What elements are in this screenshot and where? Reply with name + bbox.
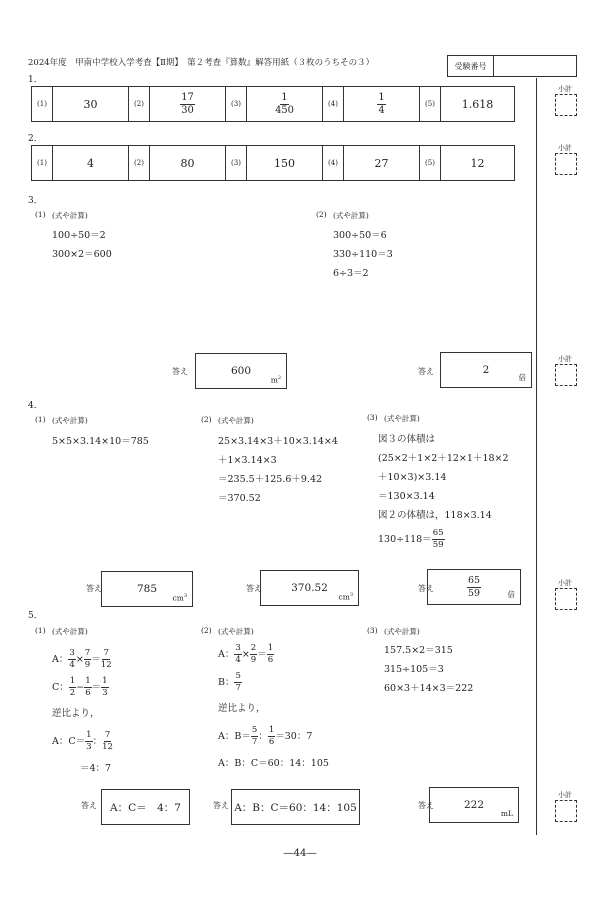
work-line: 逆比より， [52, 708, 100, 719]
work-line: 6÷3＝2 [333, 268, 369, 279]
work-line: ＝130×3.14 [378, 491, 435, 502]
answer-value [467, 576, 481, 598]
denominator: 12 [102, 741, 113, 752]
s5-q1-label: (1) [35, 626, 46, 635]
expression: B： [218, 676, 235, 688]
work-line: 図２の体積は，118×3.14 [378, 510, 492, 521]
unit-text: cm [338, 592, 350, 601]
work-line [52, 645, 113, 673]
s1-q5-answer: 1.618 [461, 97, 494, 111]
subtotal-box-3[interactable] [555, 364, 577, 386]
work-line: 300×2＝600 [52, 249, 112, 260]
expression: 130÷118＝ [378, 533, 432, 545]
subtotal-label: 小計 [558, 85, 572, 93]
denominator: 9 [250, 654, 257, 665]
numerator: 7 [104, 729, 111, 740]
answer-label: 答え [86, 584, 102, 593]
page-number: ―44― [283, 848, 317, 859]
expression: A：B＝ [218, 730, 251, 742]
expression: A：C＝ [52, 735, 86, 747]
work-line [52, 673, 113, 701]
operator: ＝ [257, 648, 267, 660]
work-line [218, 640, 329, 668]
work-line: ＝235.5＋125.6＋9.42 [218, 474, 323, 485]
section-2-answer-row [31, 145, 515, 181]
s1-q3-label: (3) [226, 87, 247, 121]
work-line: ＋1×3.14×3 [218, 455, 277, 466]
s5-q1-answer-box [101, 789, 190, 825]
unit-exponent: 2 [277, 374, 281, 381]
denominator: 450 [275, 104, 294, 116]
s1-q4-answer [344, 87, 420, 121]
work-line: 図３の体積は [378, 434, 436, 445]
s4-q3-label: (3) [367, 413, 378, 422]
answer-value: A：B：C＝60：14：105 [234, 801, 357, 814]
denominator: 6 [85, 687, 91, 698]
s2-q4-answer: 27 [344, 146, 420, 180]
unit-exponent: 3 [349, 591, 353, 598]
operator: ＝ [91, 681, 102, 693]
subtotal-box-4[interactable] [555, 588, 577, 610]
s2-q1-label: (1) [32, 146, 53, 180]
subtotal-label: 小計 [558, 355, 572, 363]
subtotal-label: 小計 [558, 144, 572, 152]
s5-q3-label: (3) [367, 626, 378, 635]
subtotal-box-5[interactable] [555, 800, 577, 822]
exam-number-field[interactable] [494, 56, 576, 76]
s4-q3-heading: (式や計算) [384, 414, 420, 423]
work-line: 315÷105＝3 [384, 664, 444, 675]
denominator: 6 [267, 654, 274, 665]
numerator: 1 [102, 675, 108, 686]
answer-unit: 倍 [507, 590, 515, 599]
s3-q1-answer-box [195, 353, 287, 389]
operator: ＝ [91, 653, 101, 665]
denominator: 6 [268, 736, 275, 747]
numerator: 17 [181, 91, 194, 103]
work-line: ＝370.52 [218, 493, 261, 504]
subtotal-label: 小計 [558, 791, 572, 799]
numerator: 65 [432, 527, 444, 538]
s4-q2-work [218, 432, 338, 508]
work-line: 60×3＋14×3＝222 [384, 683, 474, 694]
answer-unit: mL [500, 809, 513, 818]
work-line: 157.5×2＝315 [384, 645, 453, 656]
s4-q2-heading: (式や計算) [218, 416, 254, 425]
numerator: 2 [250, 642, 257, 653]
unit-exponent: 3 [183, 592, 187, 599]
operator: × [241, 648, 250, 660]
expression: C： [52, 681, 69, 693]
unit-text: m [270, 375, 278, 384]
work-line: 300÷50＝6 [333, 230, 387, 241]
answer-label: 答え [246, 584, 262, 593]
numerator: 1 [268, 724, 275, 735]
s2-q3-label: (3) [226, 146, 247, 180]
work-line [218, 668, 329, 696]
s2-q5-label: (5) [420, 146, 441, 180]
numerator: 1 [378, 91, 385, 103]
denominator: 9 [84, 659, 91, 670]
denominator: 3 [102, 687, 108, 698]
s1-q5-label: (5) [420, 87, 441, 121]
s2-q2-answer: 80 [150, 146, 226, 180]
s5-q1-heading: (式や計算) [52, 627, 88, 636]
s3-q2-answer-box [440, 352, 532, 388]
page-header-title: 2024年度 甲南中学校入学考査【Ⅱ期】 第２考査『算数』解答用紙（３枚のうちその３） [28, 58, 375, 68]
numerator: 1 [85, 675, 91, 686]
denominator: 3 [86, 741, 92, 752]
denominator: 12 [100, 659, 112, 670]
answer-unit [339, 592, 354, 602]
numerator: 5 [251, 724, 258, 735]
margin-divider [536, 78, 537, 835]
numerator: 1 [86, 729, 92, 740]
numerator: 3 [235, 642, 241, 653]
numerator: 3 [69, 647, 75, 658]
section-2-number: 2． [28, 134, 43, 144]
answer-value: 600 [230, 365, 252, 377]
answer-value: 785 [136, 583, 158, 595]
denominator: 59 [432, 539, 444, 550]
s4-q3-work [378, 430, 509, 553]
denominator: 7 [251, 736, 258, 747]
work-line: 25×3.14×3＋10×3.14×4 [218, 436, 338, 447]
numerator: 65 [467, 575, 480, 587]
answer-unit [173, 593, 188, 603]
work-line [218, 721, 329, 751]
work-line: ＋10×3)×3.14 [378, 472, 447, 483]
numerator: 1 [267, 642, 274, 653]
s4-q1-work [52, 432, 149, 451]
operator: ： [92, 735, 103, 747]
answer-value: 370.52 [291, 582, 328, 594]
section-1-answer-row [31, 86, 515, 122]
expression: A： [52, 653, 69, 665]
answer-label: 答え [418, 584, 434, 593]
s4-q1-answer-box [101, 571, 193, 607]
s5-q3-answer-box [429, 787, 519, 823]
exam-number-label: 受験番号 [448, 56, 494, 76]
numerator: 5 [235, 670, 241, 681]
numerator: 1 [69, 675, 76, 686]
work-line: (25×2＋1×2＋12×1＋18×2 [378, 453, 509, 464]
work-line [52, 726, 113, 756]
s1-q1-answer: 30 [53, 87, 129, 121]
exam-number-box [447, 55, 577, 77]
work-line: 5×5×3.14×10＝785 [52, 436, 149, 447]
s3-q1-work [52, 226, 112, 264]
s3-q1-heading: (式や計算) [52, 211, 88, 220]
s5-q2-label: (2) [201, 626, 212, 635]
answer-label: 答え [418, 367, 434, 376]
s2-q3-answer: 150 [247, 146, 323, 180]
s2-q4-label: (4) [323, 146, 344, 180]
unit-text: cm [172, 593, 184, 602]
subtotal-label: 小計 [558, 579, 572, 587]
section-3-number: 3． [28, 196, 43, 206]
s1-q4-label: (4) [323, 87, 344, 121]
operator: − [76, 681, 85, 693]
answer-label: 答え [172, 367, 188, 376]
numerator: 7 [84, 647, 91, 658]
work-line [378, 525, 509, 553]
section-1-number: 1． [28, 75, 43, 85]
s2-q2-label: (2) [129, 146, 150, 180]
s5-q2-work [218, 640, 329, 776]
denominator: 4 [378, 104, 385, 116]
work-line: 330÷110＝3 [333, 249, 393, 260]
work-line: A：B：C＝60：14：105 [218, 758, 329, 769]
numerator: 1 [281, 91, 288, 103]
work-line: 100÷50＝2 [52, 230, 106, 241]
answer-unit: 倍 [518, 373, 526, 382]
s1-q1-label: (1) [32, 87, 53, 121]
s4-q2-label: (2) [201, 415, 212, 424]
s2-q5-answer: 12 [470, 156, 485, 170]
operator: × [75, 653, 84, 665]
answer-value: A：C＝ 4：7 [110, 801, 181, 814]
s4-q3-answer-box [427, 569, 521, 605]
s4-q1-heading: (式や計算) [52, 416, 88, 425]
denominator: 4 [235, 654, 241, 665]
work-line: 逆比より， [218, 703, 266, 714]
s5-q3-heading: (式や計算) [384, 627, 420, 636]
s5-q1-work [52, 645, 113, 781]
subtotal-box-2[interactable] [555, 153, 577, 175]
expression: A： [218, 648, 235, 660]
answer-value: 222 [463, 799, 485, 811]
denominator: 30 [181, 104, 194, 116]
subtotal-box-1[interactable] [555, 94, 577, 116]
expression: ＝30：7 [275, 730, 313, 742]
s1-q3-answer [247, 87, 323, 121]
s5-q2-heading: (式や計算) [218, 627, 254, 636]
s3-q1-label: (1) [35, 210, 46, 219]
s5-q3-work [384, 641, 473, 698]
s3-q2-heading: (式や計算) [333, 211, 369, 220]
s1-q2-answer [150, 87, 226, 121]
numerator: 7 [103, 647, 109, 658]
answer-unit [271, 375, 281, 385]
answer-value: 2 [482, 364, 490, 376]
denominator: 2 [69, 687, 76, 698]
operator: ： [258, 730, 268, 742]
s3-q2-work [333, 226, 393, 283]
denominator: 59 [467, 587, 480, 599]
denominator: 4 [69, 659, 75, 670]
s4-q2-answer-box [260, 570, 359, 606]
s3-q2-label: (2) [316, 210, 327, 219]
answer-label: 答え [418, 801, 434, 810]
work-line: ＝4：7 [80, 763, 112, 774]
answer-label: 答え [81, 801, 97, 810]
denominator: 7 [235, 682, 241, 693]
answer-label: 答え [213, 801, 229, 810]
s2-q1-answer: 4 [53, 146, 129, 180]
section-4-number: 4． [28, 401, 43, 411]
s5-q2-answer-box [231, 789, 360, 825]
s4-q1-label: (1) [35, 415, 46, 424]
section-5-number: 5． [28, 611, 43, 621]
s1-q2-label: (2) [129, 87, 150, 121]
